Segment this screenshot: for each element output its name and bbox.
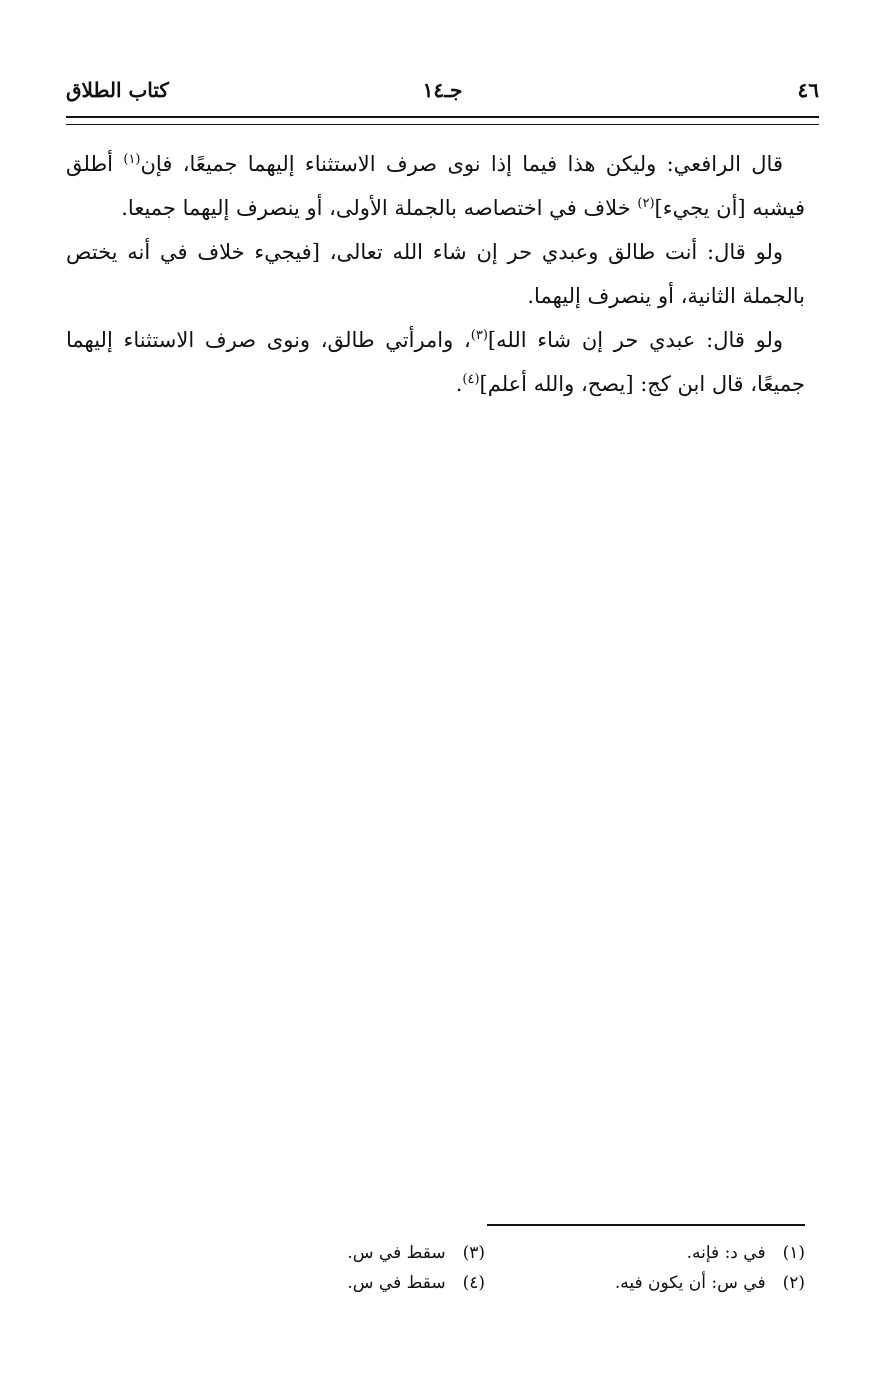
paragraph-3 [66,318,805,406]
p3-text-a: ولو قال: عبدي حر إن شاء الله] [487,328,783,352]
footnote-text: سقط في س. [347,1273,446,1293]
page-number: ٤٦ [797,78,819,102]
footnote-column-left [205,1238,485,1298]
header-rule [66,116,819,125]
footnote-number: (١) [782,1243,805,1263]
footnote-text: في س: أن يكون فيه. [614,1273,766,1293]
p1-text-b: أطلق فيشبه [أن يجيء] [66,152,805,220]
footnote-4 [205,1268,485,1298]
footnote-ref-2: (٢) [637,196,655,211]
main-text [66,142,805,406]
page-header [66,76,819,112]
footnote-1 [525,1238,805,1268]
paragraph-1 [66,142,805,230]
book-title: كتاب الطلاق [66,78,169,102]
footnote-3 [205,1238,485,1268]
footnote-ref-4: (٤) [462,372,480,387]
p3-text-c: . [455,372,463,396]
p3-text-b: ، وامرأتي طالق، ونوى صرف الاستثناء إليهما جميعًا، قال ابن كج: [يصح، والله أعلم] [66,328,805,396]
footnote-number: (٢) [782,1273,805,1293]
footnote-number: (٣) [462,1243,485,1263]
footnote-number: (٤) [462,1273,485,1293]
p1-text-a: قال الرافعي: وليكن هذا فيما إذا نوى صرف الاستثناء إليهما جميعًا، فإن [140,152,783,176]
footnote-text: في د: فإنه. [686,1243,766,1263]
footnote-ref-1: (١) [123,152,141,167]
footnote-text: سقط في س. [347,1243,446,1263]
footnote-column-right [525,1238,805,1298]
footnote-separator [487,1224,805,1226]
footnote-ref-3: (٣) [470,328,488,343]
p1-text-c: خلاف في اختصاصه بالجملة الأولى، أو ينصرف إليهما جميعا. [121,196,638,220]
footnote-2 [525,1268,805,1298]
paragraph-2: ولو قال: أنت طالق وعبدي حر إن شاء الله تعالى، [فيجيء خلاف في أنه يختص بالجملة الثانية، أو ينصرف إليهما. [66,240,805,308]
volume-label: جـ١٤ [422,78,463,102]
